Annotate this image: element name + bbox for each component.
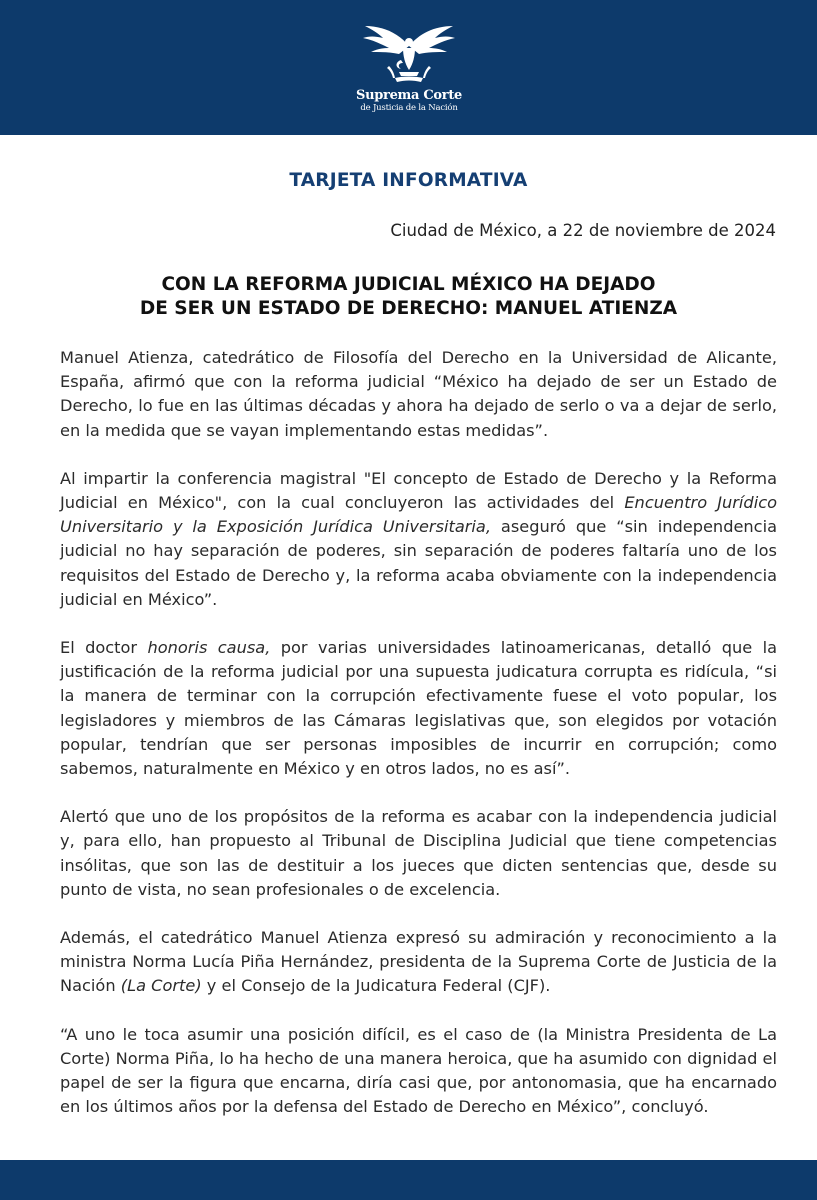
card-title: TARJETA INFORMATIVA (289, 170, 528, 191)
paragraph-1: Manuel Atienza, catedrático de Filosofía del Derecho en la Universidad de Alicante, España, afirmó que con la reforma judicial “México ha dejado de ser un Estado de Derecho, lo fue en las últimas décadas y ahora ha dejado de serlo o va a dejar de serlo, en la medida que se vayan implementando estas medidas”. (60, 348, 777, 440)
headline-line-2: DE SER UN ESTADO DE DERECHO: MANUEL ATIENZA (139, 298, 678, 319)
paragraph-6: “A uno le toca asumir una posición difícil, es el caso de (la Ministra Presidenta de La Corte) Norma Piña, lo ha hecho de una manera heroica, que ha asumido con dignidad el papel de ser la figura que encarna, diría casi que, por antonomasia, que ha encarnado en los últimos años por la defensa del Estado de Derecho en México”, concluyó. (60, 1024, 777, 1117)
paragraph-5-italic: (La Corte) (120, 976, 202, 996)
article-body (60, 346, 777, 1143)
headline-line-1: CON LA REFORMA JUDICIAL MÉXICO HA DEJADO (161, 274, 656, 295)
paragraph-3-part-b: por varias universidades latinoamericanas, detalló que la justificación de la reforma judicial por una supuesta judicatura corrupta es ridícula, “si la manera de terminar con la corrupción efectivamente fuese el voto popular, los legisladores y miembros de las Cámaras legislativas que, son elegidos por votación popular, tendrían que ser personas imposibles de incurrir en corrupción; como sabemos, naturalmente en México y en otros lados, no es así”. (60, 638, 777, 779)
header-bar (0, 0, 817, 135)
paragraph-3-italic: honoris causa, (147, 638, 271, 658)
eagle-emblem-icon (359, 16, 459, 86)
paragraph-5-part-b: y el Consejo de la Judicatura Federal (CJF). (201, 976, 551, 996)
paragraph-2-part-a: Al impartir la conferencia magistral "El concepto de Estado de Derecho y la Reforma Judicial en México", con la cual concluyeron las actividades del (60, 468, 777, 513)
paragraph-4: Alertó que uno de los propósitos de la reforma es acabar con la independencia judicial y, para ello, han propuesto al Tribunal de Disciplina Judicial que tiene competencias insólitas, que son las de destituir a los jueces que dicten sentencias que, desde su punto de vista, no sean profesionales o de excelencia. (60, 807, 777, 899)
date-line: Ciudad de México, a 22 de noviembre de 2024 (390, 221, 776, 240)
logo-text-suprema-corte: Suprema Corte (356, 88, 462, 103)
paragraph-3-part-a: El doctor (60, 638, 148, 658)
footer-bar (0, 1160, 817, 1200)
paragraph-2 (60, 467, 777, 612)
paragraph-2-italic: Encuentro Jurídico Universitario y la Exposición Jurídica Universitaria, (60, 493, 778, 537)
paragraph-5-part-a: Además, el catedrático Manuel Atienza expresó su admiración y reconocimiento a la ministra Norma Lucía Piña Hernández, presidenta de la Suprema Corte de Justicia de la Nación (60, 928, 777, 996)
headline (60, 273, 757, 321)
paragraph-2-part-b: aseguró que “sin independencia judicial no hay separación de poderes, sin separación de poderes faltaría uno de los requisitos del Estado de Derecho y, la reforma acaba obviamente con la independencia judicial en México”. (60, 517, 777, 609)
paragraph-5 (60, 926, 777, 999)
paragraph-3 (60, 636, 777, 781)
scjn-logo (351, 16, 467, 126)
logo-text-justicia: de Justicia de la Nación (360, 103, 458, 113)
